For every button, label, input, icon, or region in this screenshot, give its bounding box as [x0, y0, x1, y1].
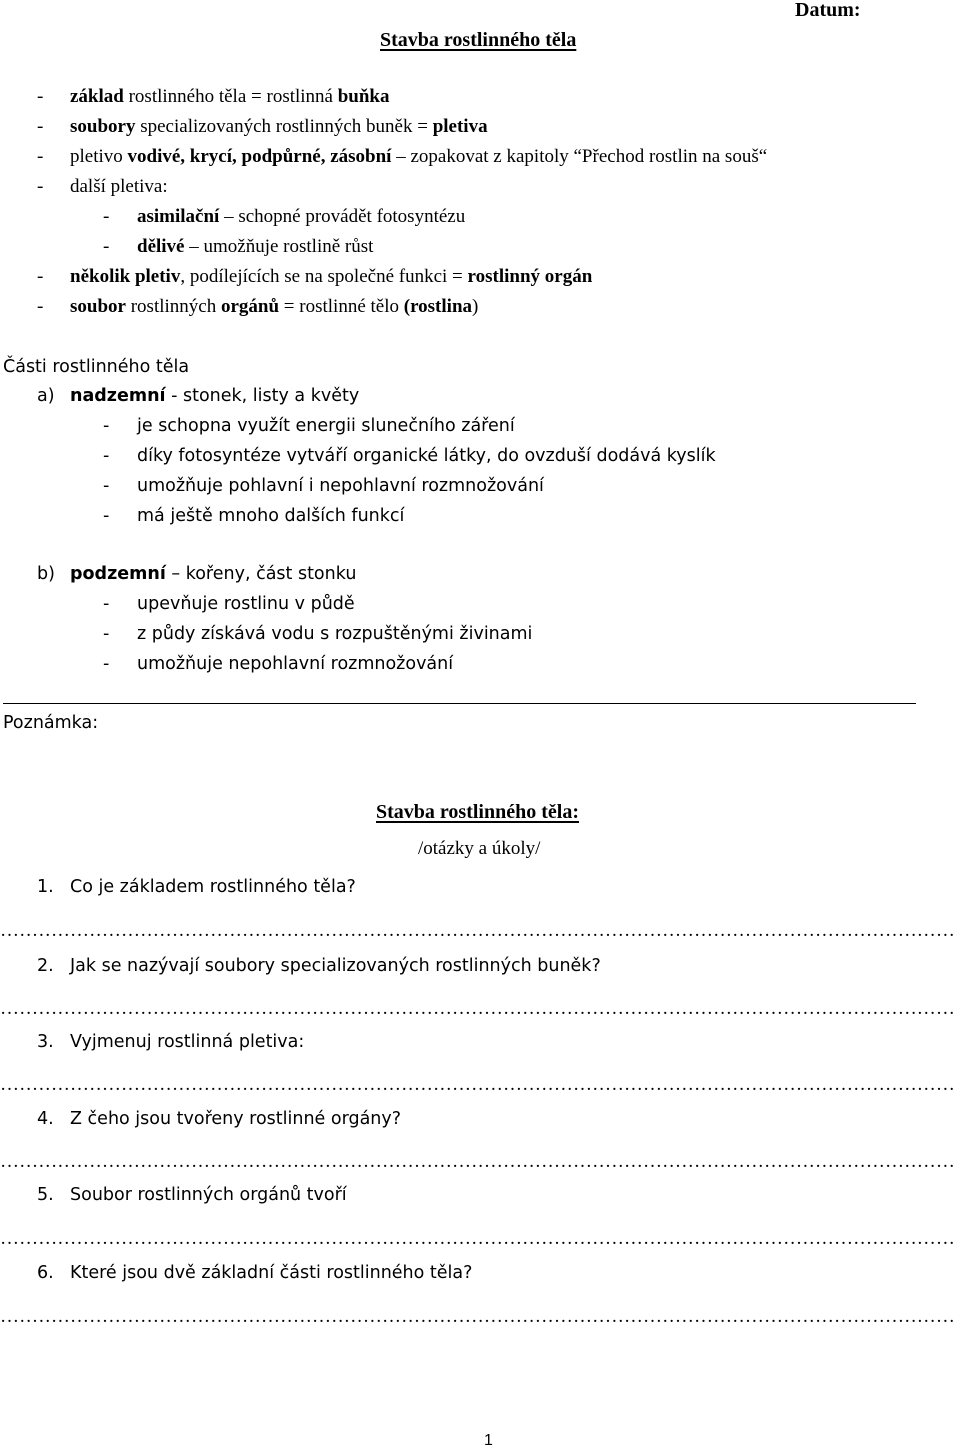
list-bullet: - — [103, 416, 110, 436]
list-item: má ještě mnoho dalších funkcí — [137, 506, 405, 526]
part-b-heading — [70, 563, 356, 585]
text-run: – zopakovat z kapitoly “Přechod rostlin na souš“ — [391, 146, 768, 167]
list-bullet: - — [103, 594, 110, 614]
question-text: Z čeho jsou tvořeny rostlinné orgány? — [70, 1109, 402, 1129]
bold-term: orgánů — [220, 296, 280, 317]
question-text: Co je základem rostlinného těla? — [70, 877, 356, 897]
separator-line — [3, 703, 916, 704]
list-bullet: - — [103, 446, 110, 466]
question-text: Které jsou dvě základní části rostlinného těla? — [70, 1263, 473, 1283]
questions-title: Stavba rostlinného těla: — [376, 801, 579, 823]
intro-item — [137, 236, 373, 258]
list-bullet: - — [37, 296, 44, 317]
list-bullet: - — [103, 654, 110, 674]
text-run: rostlinného těla = rostlinná — [123, 86, 338, 107]
text-run: = rostlinné tělo — [279, 296, 404, 317]
question-number: 6. — [37, 1263, 54, 1283]
part-a-title: nadzemní — [70, 386, 166, 406]
intro-item — [70, 296, 478, 318]
list-bullet: - — [103, 506, 110, 526]
bold-term: základ — [70, 86, 124, 107]
intro-item — [137, 206, 465, 228]
answer-line[interactable]: …………………………………………………………………………………………………………………………………… — [0, 1307, 955, 1327]
list-item: je schopna využít energii slunečního záření — [137, 416, 515, 436]
part-b-rest: – kořeny, část stonku — [165, 564, 357, 584]
question-text: Jak se nazývají soubory specializovaných rostlinných buněk? — [70, 956, 601, 976]
list-item: z půdy získává vodu s rozpuštěnými živinami — [137, 624, 533, 644]
bold-term: (rostlina — [403, 296, 473, 317]
intro-item — [70, 146, 767, 168]
page-title: Stavba rostlinného těla — [380, 29, 577, 51]
question-number: 4. — [37, 1109, 54, 1129]
bold-term: několik pletiv — [70, 266, 181, 287]
bold-term: asimilační — [137, 206, 220, 227]
bold-term: pletiva — [432, 116, 488, 137]
list-bullet: - — [37, 116, 44, 137]
section-heading: Části rostlinného těla — [3, 357, 190, 377]
bold-term: soubory — [70, 116, 136, 137]
question-number: 3. — [37, 1032, 54, 1052]
question-number: 5. — [37, 1185, 54, 1205]
text-run: , podílejících se na společné funkci = — [180, 266, 468, 287]
answer-line[interactable]: …………………………………………………………………………………………………………………………………… — [0, 1152, 955, 1172]
list-bullet: - — [37, 266, 44, 287]
bold-term: buňka — [337, 86, 390, 107]
question-text: Vyjmenuj rostlinná pletiva: — [70, 1032, 305, 1052]
answer-line[interactable]: …………………………………………………………………………………………………………………………………… — [0, 921, 955, 941]
part-a-marker: a) — [37, 386, 55, 406]
answer-line[interactable]: …………………………………………………………………………………………………………………………………… — [0, 999, 955, 1019]
list-bullet: - — [37, 86, 44, 107]
datum-label: Datum: — [795, 0, 861, 21]
list-bullet: - — [103, 236, 110, 257]
list-bullet: - — [103, 206, 110, 227]
answer-line[interactable]: …………………………………………………………………………………………………………………………………… — [0, 1229, 955, 1249]
text-run: pletivo — [70, 146, 128, 167]
text-run: ) — [472, 296, 479, 317]
part-a-heading — [70, 385, 359, 407]
part-b-marker: b) — [37, 564, 55, 584]
part-b-title: podzemní — [70, 564, 166, 584]
text-run: – umožňuje rostlině růst — [184, 236, 374, 257]
question-number: 1. — [37, 877, 54, 897]
intro-item — [70, 176, 168, 198]
text-run: rostlinných — [125, 296, 221, 317]
list-item: díky fotosyntéze vytváří organické látky, do ovzduší dodává kyslík — [137, 446, 716, 466]
question-text: Soubor rostlinných orgánů tvoří — [70, 1185, 347, 1205]
list-bullet: - — [37, 176, 44, 197]
text-run: specializovaných rostlinných buněk = — [135, 116, 433, 137]
question-number: 2. — [37, 956, 54, 976]
note-label: Poznámka: — [3, 713, 99, 733]
answer-line[interactable]: …………………………………………………………………………………………………………………………………… — [0, 1075, 955, 1095]
list-bullet: - — [103, 476, 110, 496]
list-bullet: - — [103, 624, 110, 644]
text-run: další pletiva: — [70, 176, 168, 197]
bold-term: dělivé — [137, 236, 185, 257]
list-item: umožňuje pohlavní i nepohlavní rozmnožování — [137, 476, 544, 496]
bold-term: rostlinný orgán — [467, 266, 593, 287]
part-a-rest: - stonek, listy a květy — [165, 386, 360, 406]
page-number: 1 — [484, 1432, 493, 1449]
list-item: upevňuje rostlinu v půdě — [137, 594, 355, 614]
intro-item — [70, 86, 390, 108]
list-bullet: - — [37, 146, 44, 167]
intro-item — [70, 116, 488, 138]
text-run: – schopné provádět fotosyntézu — [219, 206, 466, 227]
intro-item — [70, 266, 592, 288]
questions-subtitle: /otázky a úkoly/ — [418, 838, 541, 859]
bold-term: vodivé, krycí, podpůrné, zásobní — [127, 146, 392, 167]
bold-term: soubor — [70, 296, 126, 317]
list-item: umožňuje nepohlavní rozmnožování — [137, 654, 454, 674]
